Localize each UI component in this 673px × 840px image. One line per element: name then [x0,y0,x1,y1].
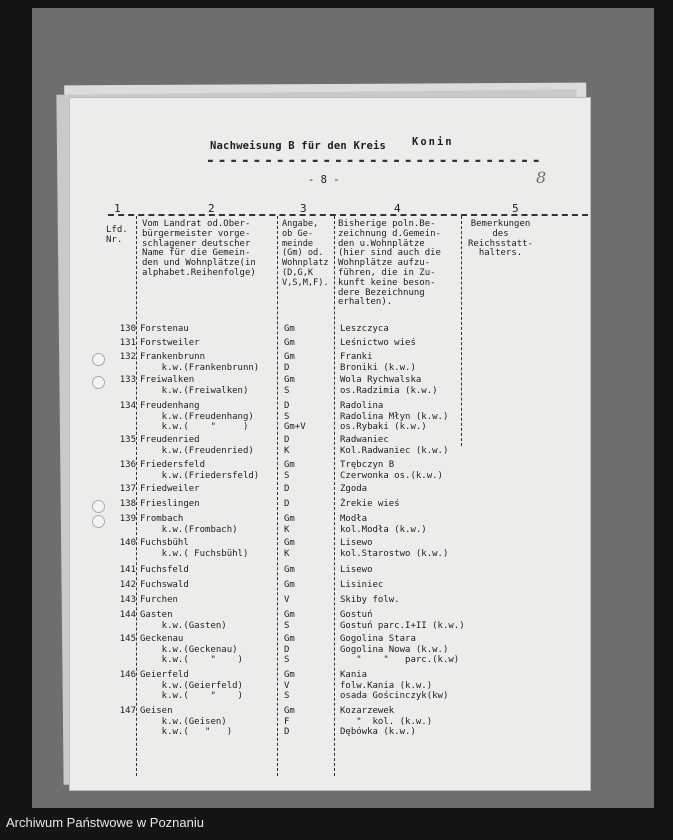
place-type: Gm S [284,375,295,396]
row-number: 141 [119,565,136,575]
row-number: 146 [119,670,136,680]
row-number: 135 [119,435,136,445]
header-type: Angabe, ob Ge- meinde (Gm) od. Wohnplatz (D,G,K V,S,M,F). [282,219,329,288]
place-type: V [284,595,290,605]
polish-name: Żrekie wieś [340,499,400,509]
german-name: Forstweiler [140,338,200,348]
polish-name: Kozarzewek " kol. (k.w.) Dębówka (k.w.) [340,706,433,737]
polish-name: Radwaniec Kol.Radwaniec (k.w.) [340,435,449,456]
document-sheet [70,98,590,790]
row-number: 140 [119,538,136,548]
german-name: Freudenhang k.w.(Freudenhang) k.w.( " ) [140,401,254,432]
polish-name: Leśnictwo wieś [340,338,416,348]
german-name: Frankenbrunn k.w.(Frankenbrunn) [140,352,260,373]
polish-name: Radolina Radolina Młyn (k.w.) os.Rybaki (k.w.) [340,401,449,432]
column-number-3: 3 [300,202,307,215]
row-number: 138 [119,499,136,509]
kreis-name: Konin [412,136,454,148]
binding-hole [92,376,105,389]
german-name: Friedweiler [140,484,200,494]
place-type: D [284,484,290,494]
place-type: D [284,499,290,509]
place-type: Gm K [284,538,295,559]
row-number: 142 [119,580,136,590]
german-name: Forstenau [140,324,189,334]
archive-name: Archiwum Państwowe w Poznaniu [6,815,204,830]
german-name: Friedersfeld k.w.(Friedersfeld) [140,460,260,481]
german-name: Furchen [140,595,178,605]
polish-name: Franki Broniki (k.w.) [340,352,416,373]
title-underline: ▬ ▬ ▬ ▬ ▬ ▬ ▬ ▬ ▬ ▬ ▬ ▬ ▬ ▬ ▬ ▬ ▬ ▬ ▬ ▬ ▬ ▬ ▬ ▬ ▬ ▬ ▬ ▬ ▬ [208,156,540,165]
header-lfd-nr: Lfd. Nr. [106,225,128,245]
document-title: Nachweisung B für den Kreis [210,140,387,152]
german-name: Geckenau k.w.(Geckenau) k.w.( " ) [140,634,243,665]
polish-name: Gogolina Stara Gogolina Nowa (k.w.) " " parc.(k.w) [340,634,460,665]
archive-footer [0,808,673,840]
polish-name: Lisewo [340,565,373,575]
polish-name: Lisiniec [340,580,384,590]
polish-name: Lisewo kol.Starostwo (k.w.) [340,538,449,559]
binding-hole [92,353,105,366]
place-type: Gm V S [284,670,295,701]
row-number: 139 [119,514,136,524]
handwritten-page-mark: 8 [536,168,547,187]
german-name: Frieslingen [140,499,200,509]
place-type: Gm [284,565,295,575]
column-number-4: 4 [394,202,401,215]
polish-name: Zgoda [340,484,368,494]
header-polish-name: Bisherige poln.Be- zeichnung d.Gemein- den u.Wohnplätze (hier sind auch die Wohnplätze aufzu- führen, die in Zu- kunft keine beson- dere Bezeichnung erhalten). [338,219,441,308]
header-dashed-rule [108,214,588,216]
binding-hole [92,515,105,528]
column-divider-1 [136,216,137,776]
german-name: Frombach k.w.(Frombach) [140,514,238,535]
row-number: 136 [119,460,136,470]
german-name: Freiwalken k.w.(Freiwalken) [140,375,249,396]
row-number: 133 [119,375,136,385]
german-name: Fuchsbühl k.w.( Fuchsbühl) [140,538,249,559]
place-type: Gm [284,324,295,334]
place-type: Gm [284,580,295,590]
column-number-1: 1 [114,202,121,215]
row-number: 147 [119,706,136,716]
row-number: 145 [119,634,136,644]
row-number: 137 [119,484,136,494]
polish-name: Gostuń Gostuń parc.I+II (k.w.) [340,610,465,631]
german-name: Geisen k.w.(Geisen) k.w.( " ) [140,706,233,737]
row-number: 144 [119,610,136,620]
row-number: 131 [119,338,136,348]
polish-name: Leszczyca [340,324,389,334]
column-divider-2 [277,216,278,776]
place-type: Gm S [284,460,295,481]
column-divider-3 [334,216,335,776]
page-number: - 8 - [308,174,340,186]
german-name: Fuchsfeld [140,565,189,575]
row-number: 130 [119,324,136,334]
row-number: 134 [119,401,136,411]
header-remarks: Bemerkungen des Reichsstatt- halters. [468,219,534,259]
german-name: Fuchswald [140,580,189,590]
place-type: Gm D S [284,634,295,665]
polish-name: Kania folw.Kania (k.w.) osada Gościnczyk(kw) [340,670,449,701]
polish-name: Wola Rychwalska os.Radzimia (k.w.) [340,375,438,396]
place-type: Gm [284,338,295,348]
german-name: Geierfeld k.w.(Geierfeld) k.w.( " ) [140,670,243,701]
place-type: Gm F D [284,706,295,737]
binding-hole [92,500,105,513]
place-type: Gm S [284,610,295,631]
row-number: 132 [119,352,136,362]
place-type: Gm D [284,352,295,373]
column-divider-4 [461,216,462,446]
place-type: Gm K [284,514,295,535]
place-type: D S Gm+V [284,401,306,432]
german-name: Gasten k.w.(Gasten) [140,610,227,631]
column-number-2: 2 [208,202,215,215]
polish-name: Skiby folw. [340,595,400,605]
german-name: Freudenried k.w.(Freudenried) [140,435,254,456]
polish-name: Modła kol.Modła (k.w.) [340,514,427,535]
place-type: D K [284,435,290,456]
row-number: 143 [119,595,136,605]
header-german-name: Vom Landrat od.Ober- bürgermeister vorge- schlagener deutscher Name für die Gemein- den und Wohnplätze(in alphabet.Reihenfolge) [142,219,256,278]
polish-name: Trębczyn B Czerwonka os.(k.w.) [340,460,443,481]
column-number-5: 5 [512,202,519,215]
